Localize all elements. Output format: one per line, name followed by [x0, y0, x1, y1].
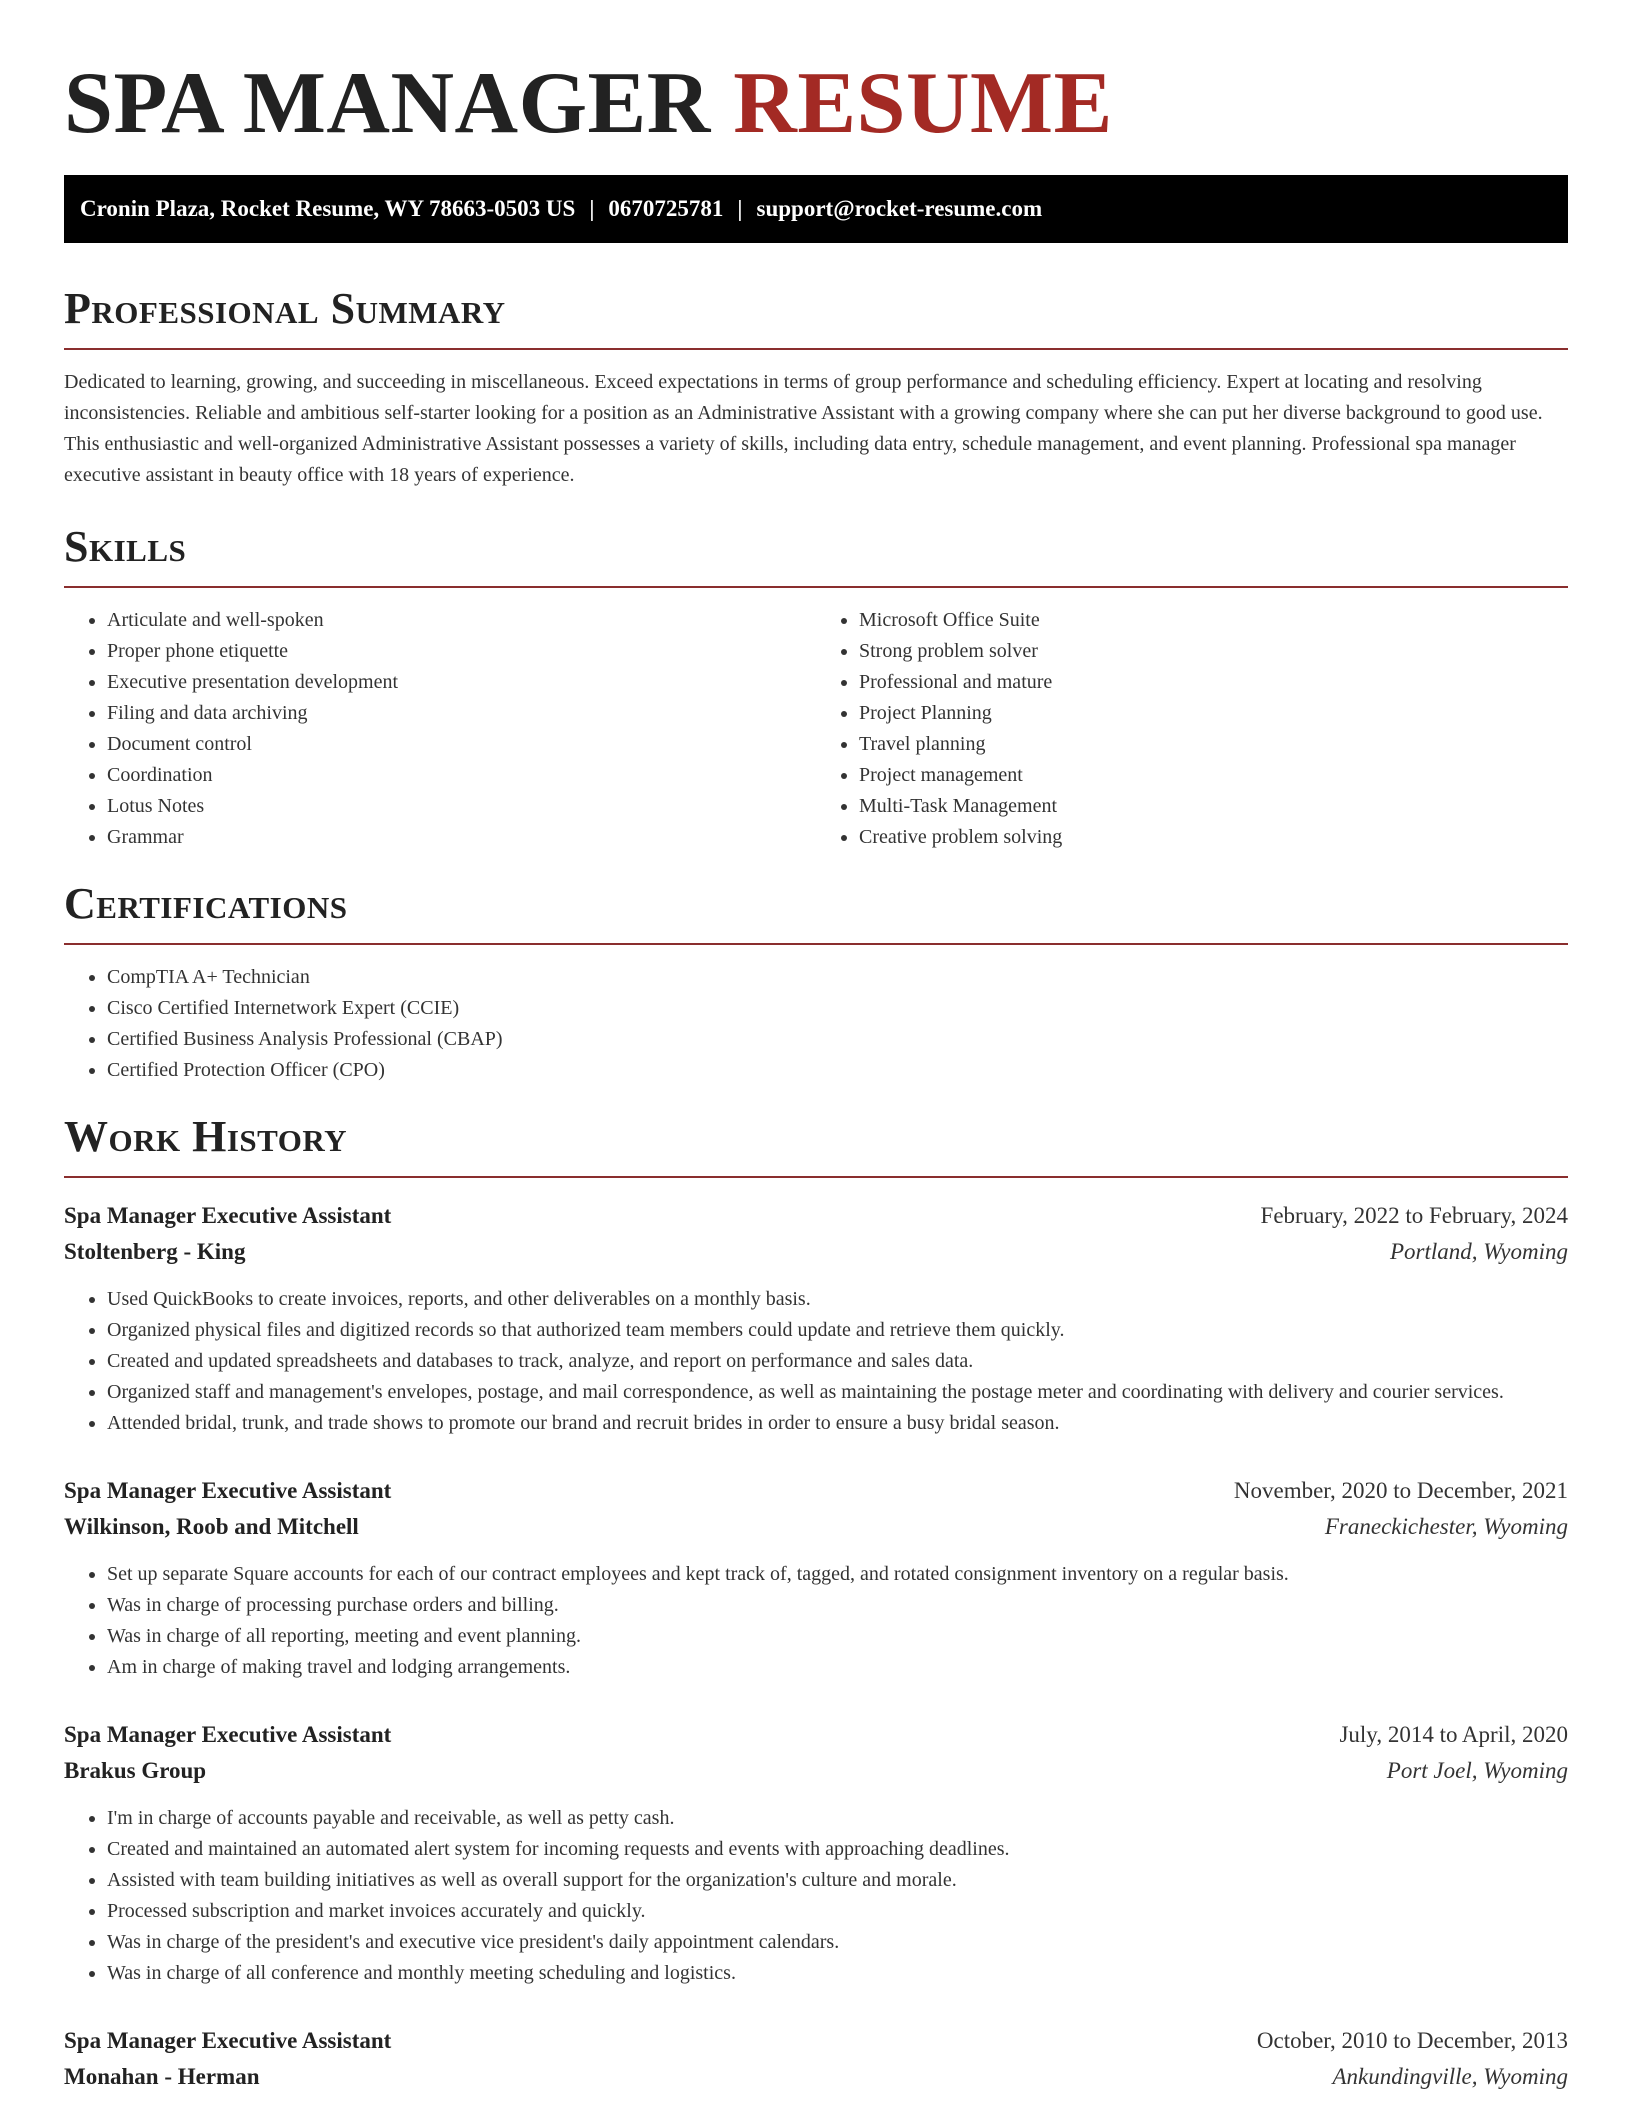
- section-divider: [64, 943, 1568, 945]
- section-heading-summary: Professional Summary: [64, 284, 506, 333]
- section-divider: [64, 586, 1568, 588]
- job-header-row: [64, 1717, 1568, 1753]
- skills-grid: [64, 605, 1568, 853]
- work-history-section: [64, 1111, 1568, 2095]
- job-role: Spa Manager Executive Assistant: [64, 1203, 392, 1228]
- job-role: Spa Manager Executive Assistant: [64, 1478, 392, 1503]
- job-bullet: • Attended bridal, trunk, and trade shows to promote our brand and recruit brides in order to ensure a busy bridal season.: [107, 1408, 1568, 1439]
- skill-item: • Executive presentation development: [107, 667, 816, 698]
- job-bullet: • Assisted with team building initiatives as well as overall support for the organization's culture and morale.: [107, 1865, 1568, 1896]
- certification-item: • CompTIA A+ Technician: [107, 962, 1568, 993]
- section-heading-work-history: Work History: [64, 1112, 348, 1161]
- summary-text: Dedicated to learning, growing, and succeeding in miscellaneous. Exceed expectations in terms of group performance and scheduling efficiency. Expert at locating and resolving inconsistencies. Reliable and ambitious self-starter looking for a position as an Administrative Assistant with a growing company where she can put her diverse background to good use. This enthusiastic and well-organized Administrative Assistant possesses a variety of skills, including data entry, schedule management, and event planning. Professional spa manager executive assistant in beauty office with 18 years of experience.: [64, 371, 1543, 486]
- job-dates: November, 2020 to December, 2021: [1233, 1478, 1568, 1503]
- skill-item: • Proper phone etiquette: [107, 636, 816, 667]
- certification-item: • Certified Business Analysis Professional (CBAP): [107, 1024, 1568, 1055]
- contact-phone[interactable]: 0670725781: [608, 196, 724, 221]
- skill-item: • Professional and mature: [859, 667, 1568, 698]
- skills-list-left: [64, 605, 816, 853]
- skill-item: • Filing and data archiving: [107, 698, 816, 729]
- section-heading-skills: Skills: [64, 522, 187, 571]
- job-bullets: [64, 1284, 1568, 1439]
- job-bullet: • Was in charge of processing purchase orders and billing.: [107, 1590, 1568, 1621]
- job-bullets: [64, 1559, 1568, 1683]
- job-bullet: • Was in charge of all conference and monthly meeting scheduling and logistics.: [107, 1958, 1568, 1989]
- job-entry: [64, 2023, 1568, 2095]
- skill-item: • Project Planning: [859, 698, 1568, 729]
- title-main: SPA MANAGER: [64, 55, 711, 152]
- skill-item: • Creative problem solving: [859, 822, 1568, 853]
- section-divider: [64, 348, 1568, 350]
- certification-item: • Certified Protection Officer (CPO): [107, 1055, 1568, 1086]
- job-bullet: • Used QuickBooks to create invoices, reports, and other deliverables on a monthly basis.: [107, 1284, 1568, 1315]
- section-heading-certifications: Certifications: [64, 879, 348, 928]
- skill-item: • Articulate and well-spoken: [107, 605, 816, 636]
- job-bullet: • Organized physical files and digitized records so that authorized team members could update and retrieve them quickly.: [107, 1315, 1568, 1346]
- job-entry: [64, 1717, 1568, 1989]
- skills-column-left: [64, 605, 816, 853]
- skill-item: • Document control: [107, 729, 816, 760]
- job-bullet: • Created and updated spreadsheets and databases to track, analyze, and report on performance and sales data.: [107, 1346, 1568, 1377]
- contact-address: Cronin Plaza, Rocket Resume, WY 78663-0503 US: [80, 196, 576, 221]
- skill-item: • Travel planning: [859, 729, 1568, 760]
- job-location: Franeckichester, Wyoming: [1324, 1514, 1568, 1539]
- job-bullet: • Was in charge of all reporting, meeting and event planning.: [107, 1621, 1568, 1652]
- certifications-list: [64, 962, 1568, 1086]
- job-header-row: [64, 2023, 1568, 2059]
- certification-item: • Cisco Certified Internetwork Expert (CCIE): [107, 993, 1568, 1024]
- title-accent: RESUME: [733, 55, 1113, 152]
- job-role: Spa Manager Executive Assistant: [64, 2028, 392, 2053]
- job-bullet: • Created and maintained an automated alert system for incoming requests and events with approaching deadlines.: [107, 1834, 1568, 1865]
- job-header-row: [64, 1473, 1568, 1509]
- job-entry: [64, 1198, 1568, 1439]
- skills-section: [64, 521, 1568, 853]
- resume-title: [64, 56, 1568, 152]
- job-role: Spa Manager Executive Assistant: [64, 1722, 392, 1747]
- job-bullet: • Set up separate Square accounts for each of our contract employees and kept track of, tagged, and rotated consignment inventory on a regular basis.: [107, 1559, 1568, 1590]
- job-bullet: • Am in charge of making travel and lodging arrangements.: [107, 1652, 1568, 1683]
- contact-separator: |: [737, 196, 743, 221]
- skill-item: • Project management: [859, 760, 1568, 791]
- job-dates: July, 2014 to April, 2020: [1339, 1722, 1568, 1747]
- contact-email[interactable]: support@rocket-resume.com: [756, 196, 1043, 221]
- skills-column-right: [816, 605, 1568, 853]
- job-bullet: • Processed subscription and market invoices accurately and quickly.: [107, 1896, 1568, 1927]
- job-dates: February, 2022 to February, 2024: [1260, 1203, 1568, 1228]
- job-bullets: [64, 1803, 1568, 1989]
- contact-bar: [64, 175, 1568, 243]
- contact-separator: |: [589, 196, 595, 221]
- job-bullet: • I'm in charge of accounts payable and receivable, as well as petty cash.: [107, 1803, 1568, 1834]
- job-subheader-row: [64, 1509, 1568, 1545]
- professional-summary-section: [64, 283, 1568, 491]
- skill-item: • Microsoft Office Suite: [859, 605, 1568, 636]
- section-divider: [64, 1176, 1568, 1178]
- skills-list-right: [816, 605, 1568, 853]
- skill-item: • Multi-Task Management: [859, 791, 1568, 822]
- job-subheader-row: [64, 2059, 1568, 2095]
- job-bullet: • Was in charge of the president's and executive vice president's daily appointment calendars.: [107, 1927, 1568, 1958]
- job-bullet: • Organized staff and management's envelopes, postage, and mail correspondence, as well as maintaining the postage meter and coordinating with delivery and courier services.: [107, 1377, 1568, 1408]
- job-subheader-row: [64, 1234, 1568, 1270]
- skill-item: • Coordination: [107, 760, 816, 791]
- certifications-section: [64, 878, 1568, 1086]
- job-company: Wilkinson, Roob and Mitchell: [64, 1514, 359, 1539]
- job-location: Port Joel, Wyoming: [1386, 1758, 1568, 1783]
- skill-item: • Grammar: [107, 822, 816, 853]
- job-header-row: [64, 1198, 1568, 1234]
- job-location: Portland, Wyoming: [1389, 1239, 1568, 1264]
- skill-item: • Strong problem solver: [859, 636, 1568, 667]
- job-entry: [64, 1473, 1568, 1683]
- job-company: Stoltenberg - King: [64, 1239, 246, 1264]
- job-company: Monahan - Herman: [64, 2064, 260, 2089]
- job-subheader-row: [64, 1753, 1568, 1789]
- job-location: Ankundingville, Wyoming: [1332, 2064, 1568, 2089]
- skill-item: • Lotus Notes: [107, 791, 816, 822]
- job-dates: October, 2010 to December, 2013: [1256, 2028, 1568, 2053]
- job-company: Brakus Group: [64, 1758, 207, 1783]
